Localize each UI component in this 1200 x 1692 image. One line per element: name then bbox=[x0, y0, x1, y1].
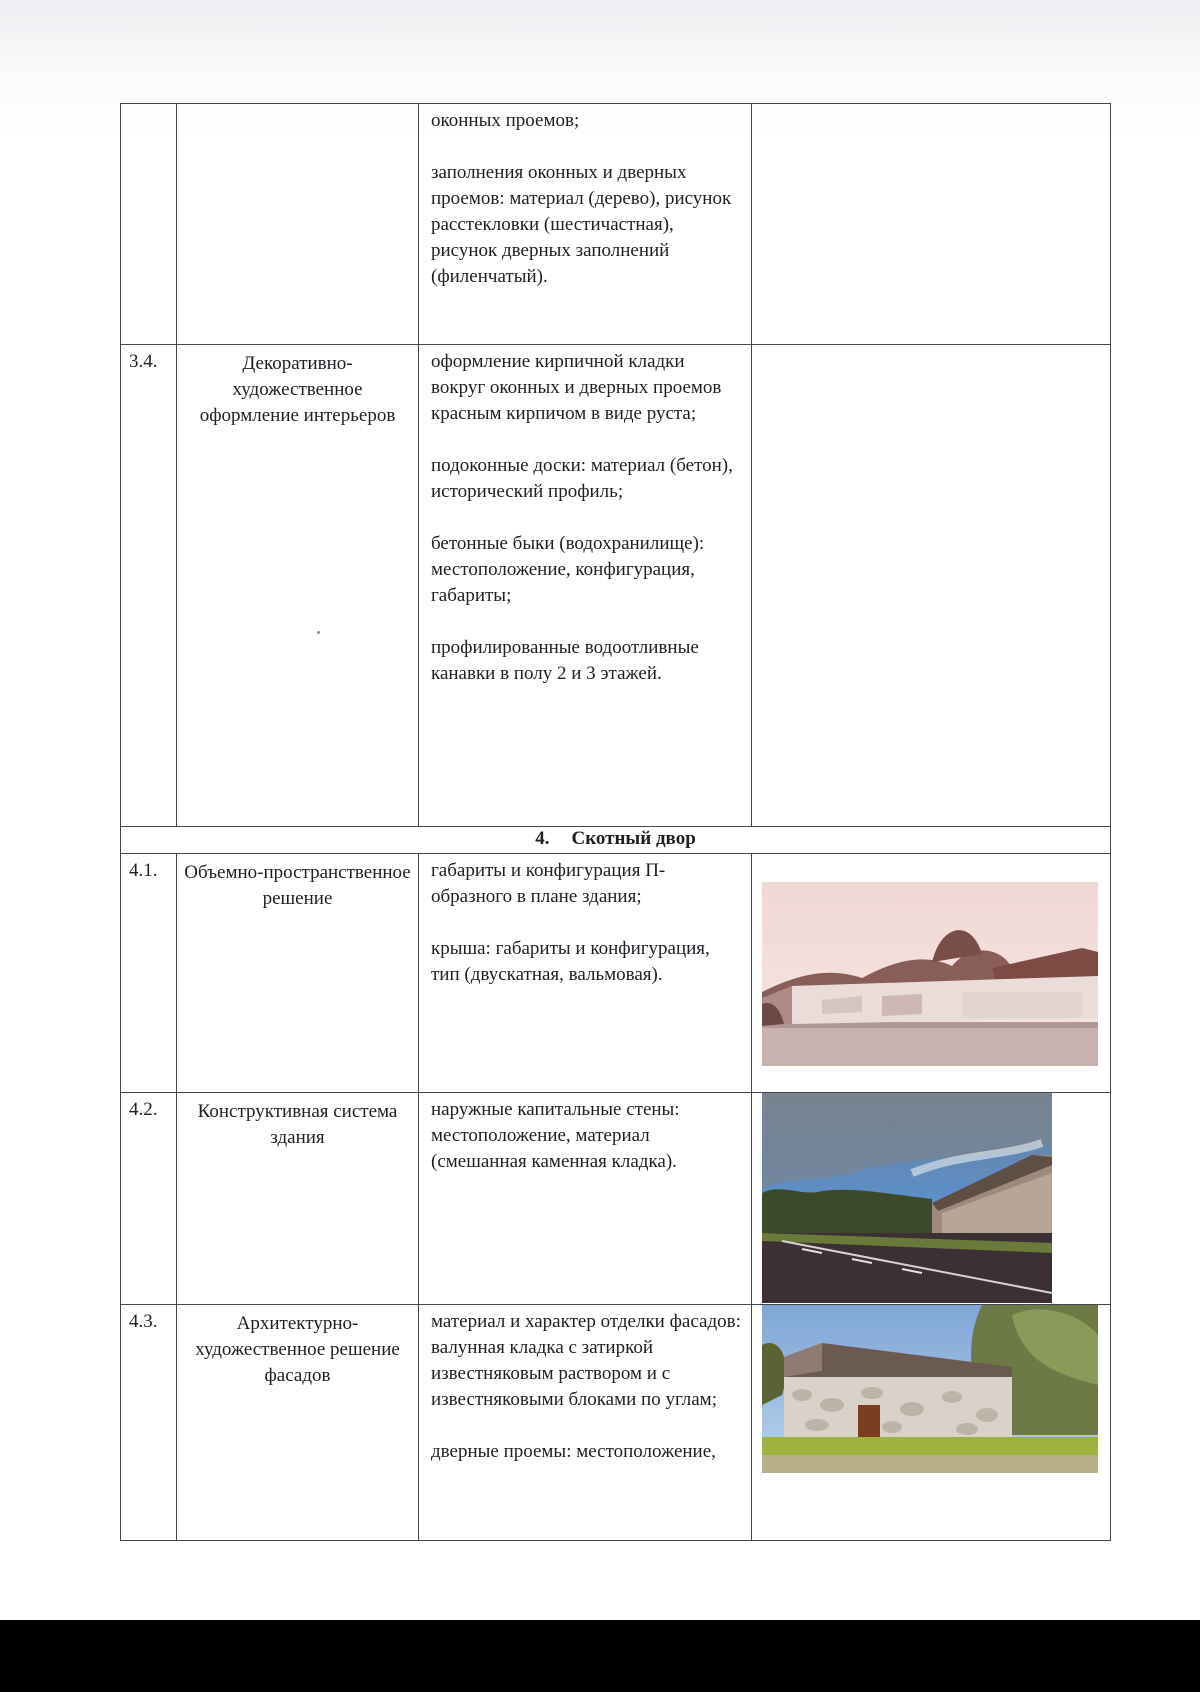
table-row bbox=[121, 104, 1111, 345]
barn-photo-roof bbox=[762, 882, 1098, 1066]
photo-cell bbox=[752, 854, 1111, 1093]
description-paragraph: профилированные водоотливные канавки в полу 2 и 3 этажей. bbox=[431, 637, 699, 684]
row-number-cell: 4.3. bbox=[121, 1305, 177, 1541]
monument-elements-table bbox=[120, 103, 1111, 1541]
section-number: 4. bbox=[535, 828, 550, 849]
description-paragraph: наружные капитальные стены: местоположение, материал (смешанная каменная кладка). bbox=[431, 1099, 680, 1172]
table-row bbox=[121, 1305, 1111, 1541]
description-paragraph: оформление кирпичной кладки вокруг оконных и дверных проемов красным кирпичом в виде руста; bbox=[431, 351, 722, 424]
description-cell bbox=[419, 1093, 752, 1305]
description-paragraph: заполнения оконных и дверных проемов: материал (дерево), рисунок расстекловки (шестичастная), рисунок дверных заполнений (филенчатый). bbox=[431, 162, 732, 287]
table-row bbox=[121, 345, 1111, 827]
description-paragraph: оконных проемов; bbox=[431, 110, 580, 131]
table-row bbox=[121, 854, 1111, 1093]
element-name-cell bbox=[177, 104, 419, 345]
barn-photo-facade bbox=[762, 1305, 1098, 1473]
description-paragraph: крыша: габариты и конфигурация, тип (двускатная, вальмовая). bbox=[431, 938, 710, 985]
description-paragraph: материал и характер отделки фасадов: валунная кладка с затиркой известняковым раствором и с известняковыми блоками по углам; bbox=[431, 1311, 741, 1410]
row-number-cell: 4.2. bbox=[121, 1093, 177, 1305]
photo-cell bbox=[752, 104, 1111, 345]
element-name-cell: Архитектурно-художественное решение фасадов bbox=[177, 1305, 419, 1541]
row-number-cell bbox=[121, 104, 177, 345]
description-paragraph: подоконные доски: материал (бетон), исторический профиль; bbox=[431, 455, 733, 502]
description-paragraph: габариты и конфигурация П-образного в плане здания; bbox=[431, 860, 666, 907]
description-paragraph: дверные проемы: местоположение, bbox=[431, 1441, 716, 1462]
row-number-cell: 4.1. bbox=[121, 854, 177, 1093]
scan-bottom-edge bbox=[0, 1620, 1200, 1692]
section-header-row bbox=[121, 827, 1111, 854]
section-title bbox=[121, 827, 1111, 854]
photo-cell bbox=[752, 1093, 1111, 1305]
photo-cell bbox=[752, 345, 1111, 827]
row-number-cell: 3.4. bbox=[121, 345, 177, 827]
description-cell bbox=[419, 345, 752, 827]
element-name-cell: Декоративно-художественное оформление интерьеров bbox=[177, 345, 419, 827]
description-cell bbox=[419, 854, 752, 1093]
description-paragraph: бетонные быки (водохранилище): местоположение, конфигурация, габариты; bbox=[431, 533, 705, 606]
photo-cell bbox=[752, 1305, 1111, 1541]
barn-photo-walls bbox=[762, 1093, 1052, 1303]
element-name-cell: Конструктивная система здания bbox=[177, 1093, 419, 1305]
table-row bbox=[121, 1093, 1111, 1305]
scan-speck bbox=[317, 631, 320, 634]
description-cell bbox=[419, 104, 752, 345]
description-cell bbox=[419, 1305, 752, 1541]
section-name: Скотный двор bbox=[571, 828, 696, 849]
element-name-cell: Объемно-пространственное решение bbox=[177, 854, 419, 1093]
